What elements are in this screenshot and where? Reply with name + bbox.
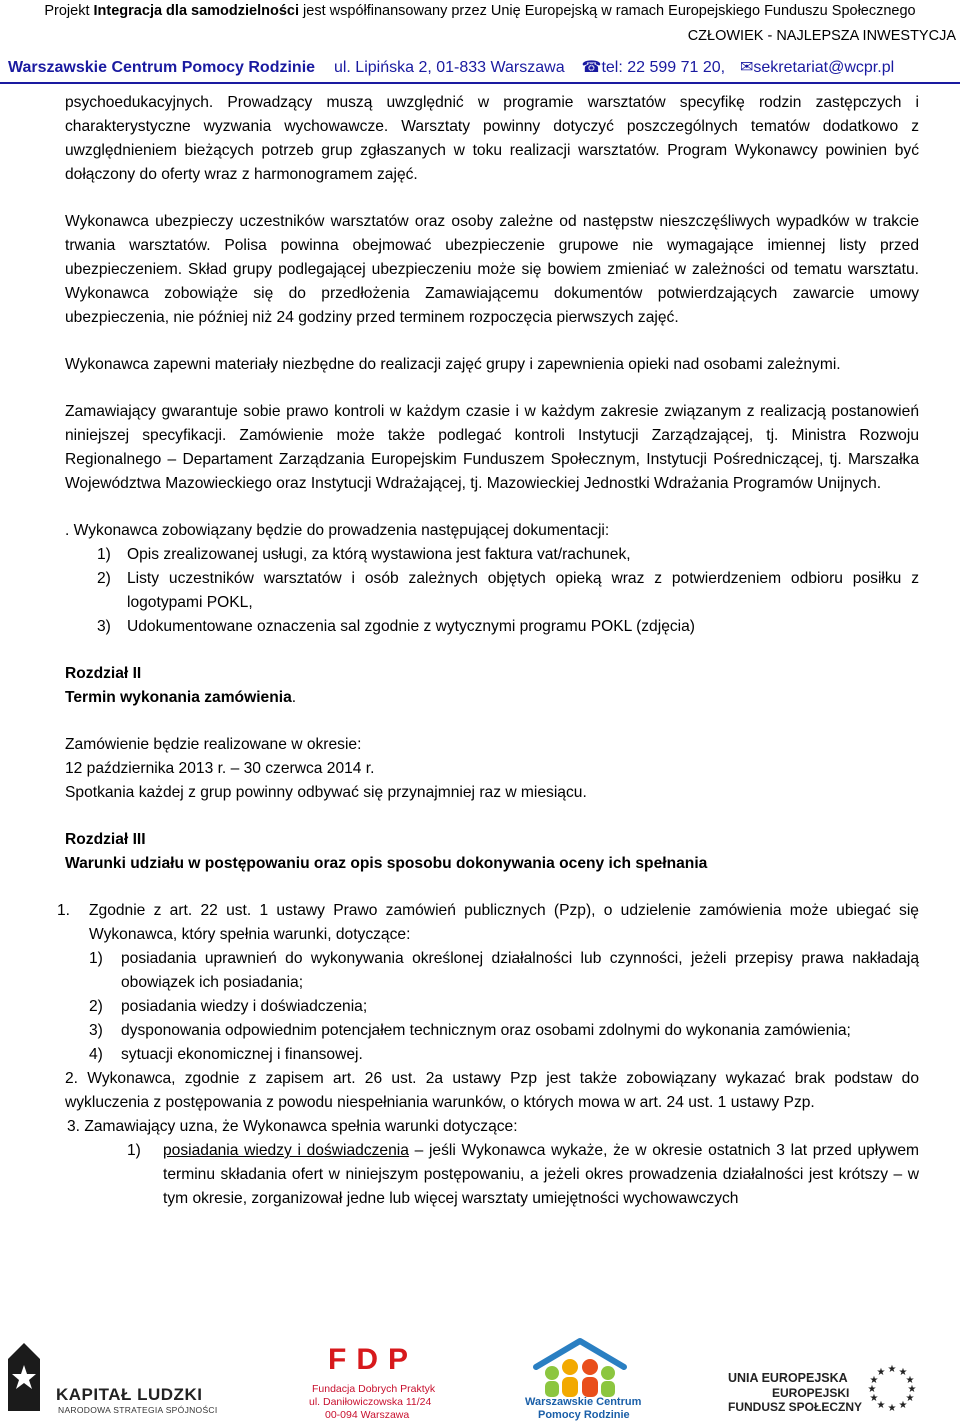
eu-fund-line-2: FUNDUSZ SPOŁECZNY	[728, 1400, 863, 1414]
meeting-frequency: Spotkania każdej z grup powinny odbywać się przynajmniej raz w miesiącu.	[65, 784, 587, 801]
fdp-address-line-1: ul. Daniłowiczowska 11/24	[309, 1396, 432, 1408]
fdp-logo: FDP	[328, 1343, 418, 1376]
list-item-number: 1)	[97, 546, 111, 563]
svg-text:★: ★	[887, 1364, 897, 1375]
list-item-text: sytuacji ekonomicznej i finansowej.	[121, 1046, 363, 1063]
list-item	[65, 1043, 919, 1067]
envelope-icon: ✉	[740, 59, 754, 76]
svg-text:★: ★	[869, 1393, 879, 1404]
list-item	[65, 947, 919, 995]
chapter-3-heading: Rozdział III	[65, 831, 146, 848]
eu-stars-flag-icon	[862, 1363, 922, 1413]
condition-3-item-number: 1)	[127, 1142, 141, 1159]
eu-title: UNIA EUROPEJSKA	[728, 1371, 848, 1385]
phone-number: tel: 22 599 71 20,	[601, 59, 726, 76]
list-item	[65, 1019, 919, 1043]
document-body	[57, 91, 919, 1211]
chapter-3-subtitle: Warunki udziału w postępowaniu oraz opis sposobu dokonywania oceny ich spełnania	[65, 855, 708, 872]
kapital-ludzki-star-icon	[6, 1341, 42, 1413]
list-item	[65, 995, 919, 1019]
list-item-number: 2)	[97, 570, 111, 587]
fdp-address-line-2: 00-094 Warszawa	[325, 1409, 410, 1421]
organization-name: Warszawskie Centrum Pomocy Rodzinie	[8, 59, 316, 76]
condition-1-text: Zgodnie z art. 22 ust. 1 ustawy Prawo zamówień publicznych (Pzp), o udzielenie zamówienia może ubiegać się Wykonawca, który spełnia warunki, dotyczące:	[89, 902, 919, 943]
list-item-text: dysponowania odpowiednim potencjałem technicznym oraz osobami zdolnymi do wykonania zamówienia;	[121, 1022, 851, 1039]
chapter-2-heading: Rozdział II	[65, 665, 142, 682]
condition-3-item-underlined: posiadania wiedzy i doświadczenia	[163, 1142, 409, 1159]
organization-address: ul. Lipińska 2, 01-833 Warszawa	[333, 59, 565, 76]
condition-3-item	[65, 1139, 919, 1211]
svg-text:★: ★	[898, 1400, 908, 1411]
wcpr-family-house-icon	[530, 1337, 630, 1399]
list-item-text: posiadania uprawnień do wykonywania określonej działalności lub czynności, jeżeli przepisy prawa nakładają obowiązek ich posiadania;	[121, 950, 919, 991]
list-item-text: posiadania wiedzy i doświadczenia;	[121, 998, 368, 1015]
condition-2-text: 2. Wykonawca, zgodnie z zapisem art. 26 ust. 2a ustawy Pzp jest także zobowiązany wykazać brak podstaw do wykluczenia z postępowania z powodu niespełniania warunków, o których mowa w art. 24 ust. 1 ustawy Pzp.	[65, 1070, 919, 1111]
svg-text:★: ★	[887, 1403, 897, 1413]
svg-text:★: ★	[876, 1367, 886, 1378]
svg-text:★: ★	[905, 1375, 915, 1386]
list-item	[65, 615, 919, 639]
list-item-number: 3)	[97, 618, 111, 635]
wcpr-name-line-2: Pomocy Rodzinie	[538, 1409, 630, 1421]
program-slogan: CZŁOWIEK - NAJLEPSZA INWESTYCJA	[687, 28, 956, 44]
project-banner-prefix: Projekt	[44, 3, 94, 19]
paragraph-workshop-program: psychoedukacyjnych. Prowadzący muszą uwzględnić w programie warsztatów specyfikę rodzin zastępczych i charakterystyczne wyzwania wychowawcze. Warsztaty powinny dotyczyć poszczególnych tematów dodatkowo z uwzględnieniem bieżących potrzeb grup zgłaszanych w toku realizacji warsztatów. Program Wykonawcy powinien być dołączony do oferty wraz z harmonogramem zajęć.	[65, 94, 919, 183]
svg-text:★: ★	[869, 1375, 879, 1386]
fdp-name: Fundacja Dobrych Praktyk	[312, 1383, 436, 1395]
list-item-text: Udokumentowane oznaczenia sal zgodnie z wytycznymi programu POKL (zdjęcia)	[127, 618, 695, 635]
period-intro: Zamówienie będzie realizowane w okresie:	[65, 736, 362, 753]
condition-1-number: 1.	[57, 902, 71, 919]
project-banner	[0, 2, 960, 20]
condition-3-item-text	[163, 1139, 919, 1211]
project-name: Integracja dla samodzielności	[93, 3, 300, 19]
wcpr-name-line-1: Warszawskie Centrum	[525, 1396, 642, 1408]
project-banner-suffix: jest współfinansowany przez Unię Europejską w ramach Europejskiego Funduszu Społecznego	[299, 3, 916, 19]
organization-contact-line	[8, 57, 894, 77]
phone-icon: ☎	[581, 59, 602, 76]
paragraph-insurance: Wykonawca ubezpieczy uczestników warsztatów oraz osoby zależne od następstw nieszczęśliwych wypadków w trakcie trwania warsztatów. Polisa powinna obejmować ubezpieczenie grupowe nie wymagające imiennej listy przed ubezpieczeniem. Skład grupy podlegającej ubezpieczeniu może się bowiem zmieniać w zależności od tematu warsztatu. Wykonawca zobowiąże się do przedłożenia Zamawiającemu dokumentów potwierdzających zawarcie umowy ubezpieczenia, nie później niż 24 godziny przed terminem rozpoczęcia pierwszych zajęć.	[65, 213, 919, 326]
kapital-ludzki-title: KAPITAŁ LUDZKI	[56, 1385, 203, 1404]
list-item	[65, 543, 919, 567]
eu-fund-line-1: EUROPEJSKI	[772, 1386, 850, 1400]
list-item-number: 3)	[89, 1022, 103, 1039]
header-divider	[0, 82, 960, 84]
list-item-number: 2)	[89, 998, 103, 1015]
chapter-2-subtitle: Termin wykonania zamówienia.	[65, 689, 297, 706]
condition-1	[57, 899, 919, 947]
list-item-number: 4)	[89, 1046, 103, 1063]
svg-text:★: ★	[905, 1393, 915, 1404]
email-address[interactable]: sekretariat@wcpr.pl	[753, 59, 895, 76]
svg-text:★: ★	[898, 1367, 908, 1378]
paragraph-materials: Wykonawca zapewni materiały niezbędne do realizacji zajęć grupy i zapewnienia opieki nad osobami zależnymi.	[65, 356, 841, 373]
paragraph-documentation-intro: . Wykonawca zobowiązany będzie do prowadzenia następującej dokumentacji:	[65, 522, 610, 539]
kapital-ludzki-subtitle: NARODOWA STRATEGIA SPÓJNOŚCI	[58, 1405, 218, 1415]
period-dates: 12 października 2013 r. – 30 czerwca 2014 r.	[65, 760, 375, 777]
paragraph-control: Zamawiający gwarantuje sobie prawo kontroli w każdym czasie i w każdym zakresie związanym z realizacją postanowień niniejszej specyfikacji. Zamówienie może także podlegać kontroli Instytucji Zarządzającej, tj. Ministra Rozwoju Regionalnego – Departament Zarządzania Europejskim Funduszem Społecznym, Instytucji Pośredniczącej, tj. Marszałka Województwa Mazowieckiego oraz Instytucji Wdrażającej, tj. Mazowieckiej Jednostki Wdrażania Programów Unijnych.	[65, 403, 919, 492]
list-item-text: Listy uczestników warsztatów i osób zależnych objętych opieką wraz z potwierdzeniem odbioru posiłku z logotypami POKL,	[127, 570, 919, 611]
svg-text:★: ★	[876, 1400, 886, 1411]
svg-text:★: ★	[867, 1384, 877, 1395]
list-item-number: 1)	[89, 950, 103, 967]
list-item	[65, 567, 919, 615]
condition-3-item-rest: – jeśli Wykonawca wykaże, że w okresie ostatnich 3 lat przed upływem terminu składania ofert w niniejszym postępowaniu, a jeżeli okres prowadzenia działalności jest krótszy – w tym okresie, zorganizował jedne lub więcej warsztaty umiejętności wychowawczych	[163, 1142, 919, 1207]
list-item-text: Opis zrealizowanej usługi, za którą wystawiona jest faktura vat/rachunek,	[127, 546, 631, 563]
svg-text:★: ★	[907, 1384, 917, 1395]
footer-logos	[0, 1333, 960, 1423]
condition-3-text: 3. Zamawiający uzna, że Wykonawca spełnia warunki dotyczące:	[67, 1118, 518, 1135]
